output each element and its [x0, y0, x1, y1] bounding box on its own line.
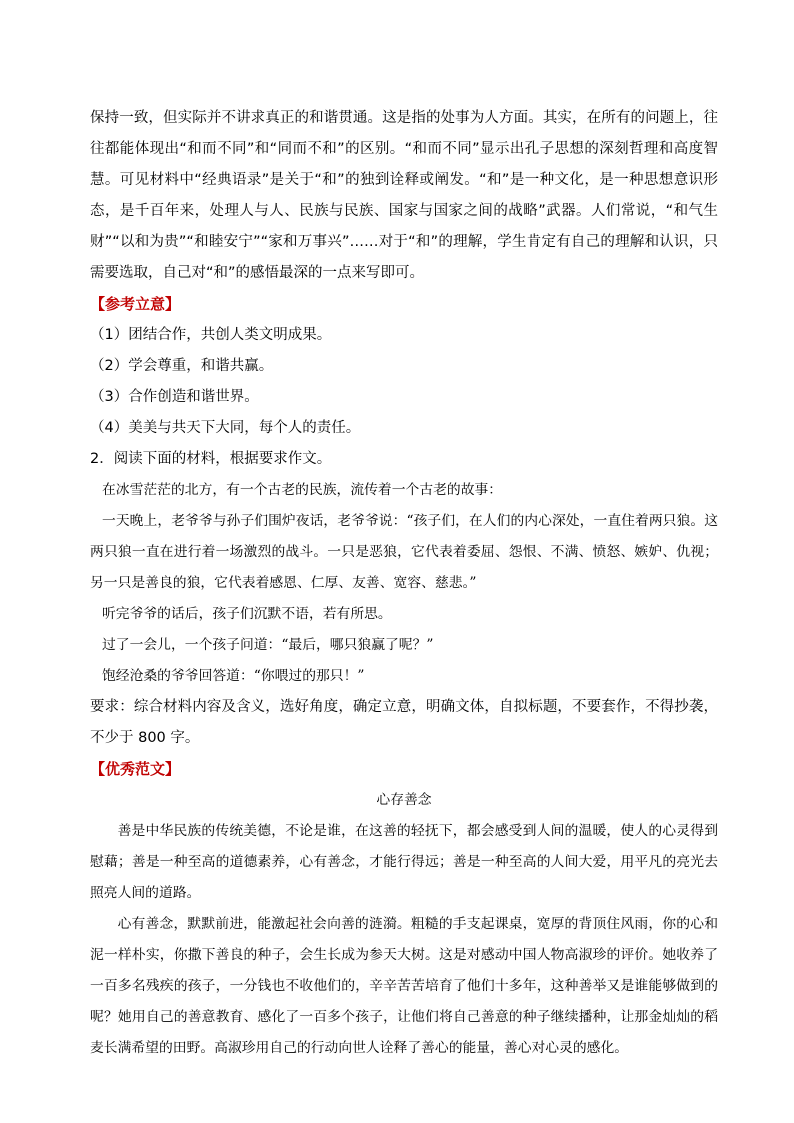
reference-heading: 【参考立意】 [90, 295, 181, 313]
requirement-text: 要求：综合材料内容及含义，选好角度，确定立意，明确文体，自拟标题，不要套作，不得抄袭，不少于 800 字。 [90, 699, 718, 746]
essay-paragraph-1: 善是中华民族的传统美德，不论是谁，在这善的轻抚下，都会感受到人间的温暖，使人的心灵得到慰藉；善是一种至高的道德素养，心有善念，才能行得远；善是一种至高的人间大爱，用平凡的亮光去照亮人间的道路。 [90, 823, 718, 901]
story-line-3: 听完爷爷的话后，孩子们沉默不语，若有所思。 [102, 606, 392, 622]
essay-paragraph-2: 心有善念，默默前进，能激起社会向善的涟漪。粗糙的手支起课桌，宽厚的背顶住风雨，你的心和泥一样朴实，你撒下善良的种子，会生长成为参天大树。这是对感动中国人物高淑珍的评价。她收养了一百多名残疾的孩子，一分钱也不收他们的，辛辛苦苦培育了他们十多年，这种善举又是谁能够做到的呢？她用自己的善意教育、感化了一百多个孩子，让他们将自己善意的种子继续播种，让那金灿灿的稻麦长满希望的田野。高淑珍用自己的行动向世人诠释了善心的能量，善心对心灵的感化。 [90, 916, 718, 1056]
story-line-4: 过了一会儿，一个孩子问道：“最后，哪只狼赢了呢？” [102, 637, 434, 653]
story-line-1: 在冰雪茫茫的北方，有一个古老的民族，流传着一个古老的故事： [102, 482, 503, 498]
document-content [90, 103, 718, 1064]
intro-paragraph: 保持一致，但实际并不讲求真正的和谐贯通。这是指的处事为人方面。其实，在所有的问题上，往往都能体现出“和而不同”和“同而不和”的区别。“和而不同”显示出孔子思想的深刻哲理和高度智慧。可见材料中“经典语录”是关于“和”的独到诠释或阐发。“和”是一种文化，是一种思想意识形态，是千百年来，处理人与人、民族与民族、国家与国家之间的战略”武器。人们常说，“和气生财”“以和为贵”“和睦安宁”“家和万事兴”……对于“和”的理解，学生肯定有自己的理解和认识，只需要选取，自己对“和”的感悟最深的一点来写即可。 [90, 110, 718, 281]
essay-title: 心存善念 [376, 792, 432, 808]
reference-item-1: （1）团结合作，共创人类文明成果。 [90, 327, 332, 343]
sample-heading: 【优秀范文】 [90, 760, 181, 778]
story-line-2: 一天晚上，老爷爷与孙子们围炉夜话，老爷爷说：“孩子们，在人们的内心深处，一直住着两只狼。这两只狼一直在进行着一场激烈的战斗。一只是恶狼，它代表着委屈、怨恨、不满、愤怒、嫉妒、仇视；另一只是善良的狼，它代表着感恩、仁厚、友善、宽容、慈悲。” [90, 513, 718, 591]
question-prompt: 2．阅读下面的材料，根据要求作文。 [90, 451, 332, 467]
story-line-5: 饱经沧桑的爷爷回答道：“你喂过的那只！” [102, 668, 365, 684]
reference-item-3: （3）合作创造和谐世界。 [90, 389, 259, 405]
reference-item-2: （2）学会尊重，和谐共赢。 [90, 358, 274, 374]
reference-item-4: （4）美美与共天下大同，每个人的责任。 [90, 420, 361, 436]
